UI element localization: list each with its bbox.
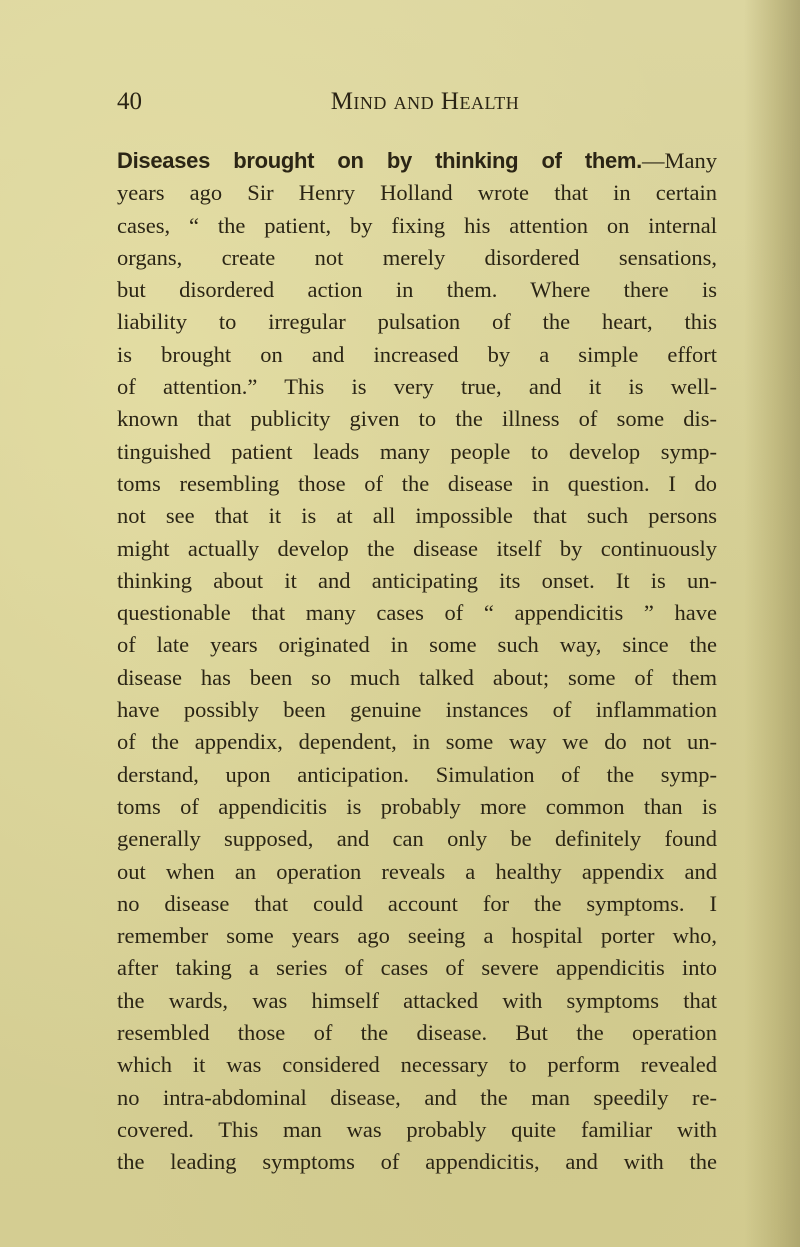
text-line: of the appendix, dependent, in some way we do not un- xyxy=(117,729,717,755)
text-line: organs, create not merely disordered sensations, xyxy=(117,244,717,270)
text-line: tinguished patient leads many people to develop symp- xyxy=(117,438,717,464)
text-line: derstand, upon anticipation. Simulation of the symp- xyxy=(117,761,717,787)
body-text xyxy=(117,145,717,1179)
text-line: out when an operation reveals a healthy appendix and xyxy=(117,858,717,884)
text-line: might actually develop the disease itself by continuously xyxy=(117,535,717,561)
text-line: toms of appendicitis is probably more common than is xyxy=(117,793,717,819)
text-line: is brought on and increased by a simple effort xyxy=(117,341,717,367)
text-line: the leading symptoms of appendicitis, and with the xyxy=(117,1149,717,1175)
text-line: no intra-abdominal disease, and the man speedily re- xyxy=(117,1084,717,1110)
text-line: generally supposed, and can only be definitely found xyxy=(117,826,717,852)
text-line: years ago Sir Henry Holland wrote that in certain xyxy=(117,180,717,206)
section-heading-continuation: —Many xyxy=(642,148,717,173)
text-line: disease has been so much talked about; some of them xyxy=(117,664,717,690)
text-line-heading xyxy=(117,145,717,177)
text-line: cases, “ the patient, by fixing his attention on internal xyxy=(117,212,717,238)
text-line: toms resembling those of the disease in question. I do xyxy=(117,470,717,496)
text-line: have possibly been genuine instances of inflammation xyxy=(117,697,717,723)
text-line: known that publicity given to the illness of some dis- xyxy=(117,406,717,432)
text-line: thinking about it and anticipating its onset. It is un- xyxy=(117,567,717,593)
text-line: the wards, was himself attacked with symptoms that xyxy=(117,987,717,1013)
text-line: remember some years ago seeing a hospital porter who, xyxy=(117,923,717,949)
running-title: Mind and Health xyxy=(330,88,520,115)
text-line: liability to irregular pulsation of the heart, this xyxy=(117,309,717,335)
text-line: which it was considered necessary to perform revealed xyxy=(117,1052,717,1078)
page-number: 40 xyxy=(117,88,142,115)
text-line: resembled those of the disease. But the operation xyxy=(117,1020,717,1046)
text-line: after taking a series of cases of severe appendicitis into xyxy=(117,955,717,981)
text-line: questionable that many cases of “ appendicitis ” have xyxy=(117,600,717,626)
text-line: covered. This man was probably quite familiar with xyxy=(117,1116,717,1142)
running-head xyxy=(117,84,717,120)
text-line: of attention.” This is very true, and it is well- xyxy=(117,374,717,400)
text-line: not see that it is at all impossible that such persons xyxy=(117,503,717,529)
section-heading: Diseases brought on by thinking of them. xyxy=(117,148,642,173)
text-line: of late years originated in some such way, since the xyxy=(117,632,717,658)
text-line: no disease that could account for the symptoms. I xyxy=(117,890,717,916)
text-line: but disordered action in them. Where there is xyxy=(117,277,717,303)
